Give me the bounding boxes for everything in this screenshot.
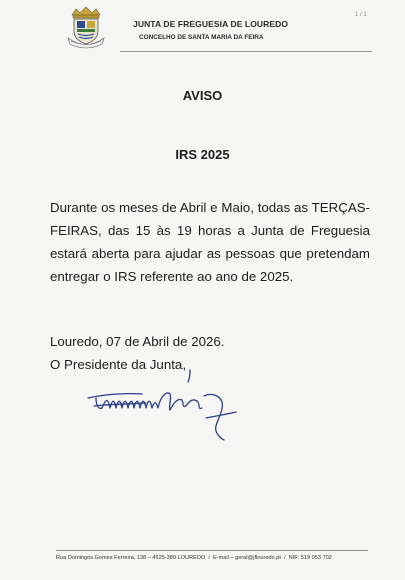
handwritten-signature (86, 368, 246, 444)
parish-title: JUNTA DE FREGUESIA DE LOUREDO (133, 19, 289, 29)
header-divider (120, 51, 372, 52)
footer-separator: / (208, 555, 210, 561)
footer-address: Rua Domingos Gomes Ferreira, 138 – 4525-380 LOUREDO (56, 555, 206, 561)
notice-body: Durante os meses de Abril e Maio, todas as TERÇAS-FEIRAS, das 15 às 19 horas a Junta de Freguesia estará aberta para ajudar as pessoas que pretendam entregar o IRS referente ao ano de 2025. (50, 200, 370, 284)
notice-subject: IRS 2025 (175, 147, 230, 162)
footer-divider (56, 550, 368, 551)
footer-nif: NIF: 519 053 702 (288, 555, 332, 561)
notice-heading: AVISO (182, 88, 223, 103)
footer-email: E-mail – geral@jflouredo.pt (213, 555, 281, 561)
municipal-crest-icon (64, 4, 108, 50)
page-indicator: 1 / 1 (355, 12, 367, 18)
footer-contact (56, 555, 368, 561)
signatory-line: O Presidente da Junta, (50, 357, 187, 372)
place-date: Louredo, 07 de Abril de 2026. (50, 334, 225, 349)
municipality-subtitle: CONCELHO DE SANTA MARIA DA FEIRA (139, 34, 264, 41)
footer-separator: / (284, 555, 286, 561)
